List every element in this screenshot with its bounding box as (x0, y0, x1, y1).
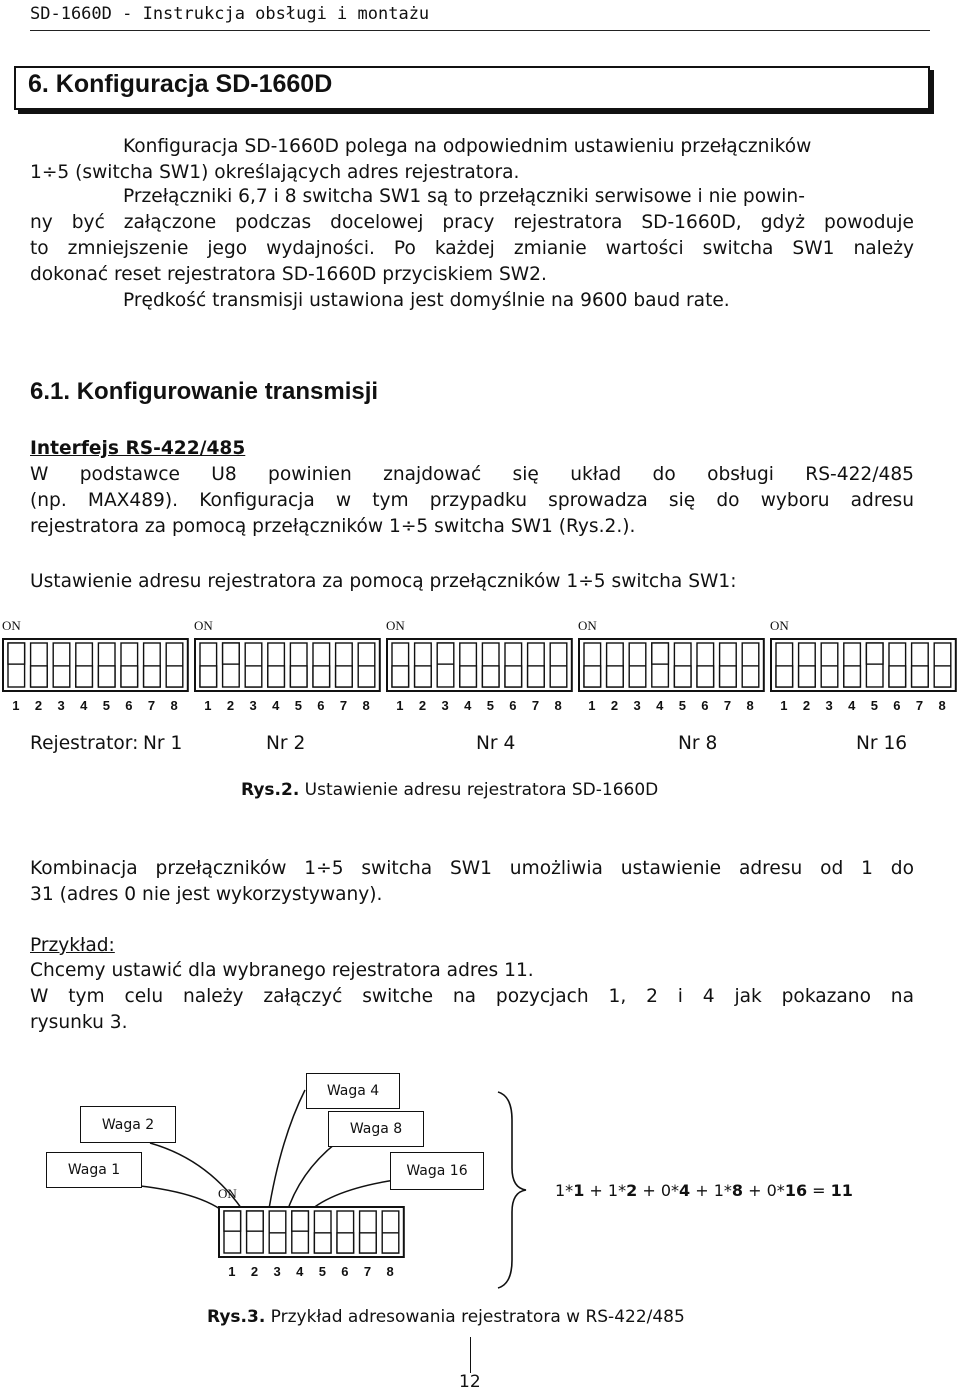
dip-switch-body (386, 638, 573, 692)
curly-brace (498, 1092, 526, 1288)
switch-number-3: 3 (633, 698, 641, 713)
subsection-title: 6.1. Konfigurowanie transmisji (30, 378, 379, 405)
formula-part-5: + 0* (743, 1181, 785, 1200)
switch-lever-3-off (629, 666, 646, 687)
example-line-2: W tym celu należy załączyć switche na pozycjach 1, 2 i 4 jak pokazano na (30, 986, 914, 1007)
dip-switch-body (2, 638, 189, 692)
switch-number-8: 8 (362, 698, 370, 713)
label-waga-8: Waga 8 (328, 1111, 424, 1147)
formula-result: 11 (830, 1181, 853, 1200)
switch-lever-4-off (844, 666, 861, 687)
dip-switch-body (218, 1206, 405, 1258)
interface-line-3: rejestratora za pomocą przełączników 1÷5 switcha SW1 (Rys.2.). (30, 516, 636, 537)
switch-lever-7-off (720, 666, 737, 687)
group-label-1: Nr 1 (143, 733, 183, 754)
switch-lever-3-off (53, 666, 70, 687)
switch-lever-2-off (415, 666, 432, 687)
document-header: SD-1660D - Instrukcja obsługi i montażu (30, 4, 430, 24)
example-line-1: Chcemy ustawić dla wybranego rejestratora adres 11. (30, 960, 534, 981)
switch-lever-8-off (382, 1233, 399, 1253)
interface-line-1: W podstawce U8 powinien znajdować się układ do obsługi RS-422/485 (30, 464, 914, 485)
switch-lever-5-off (674, 666, 691, 687)
switch-number-7: 7 (531, 698, 540, 713)
switch-lever-5-off (314, 1233, 331, 1253)
label-waga-4: Waga 4 (306, 1073, 400, 1109)
switch-lever-3-off (269, 1233, 286, 1253)
group-label-2: Nr 2 (266, 733, 306, 754)
switch-number-3: 3 (57, 698, 65, 713)
switch-number-1: 1 (228, 1264, 236, 1279)
switch-lever-5-off (482, 666, 499, 687)
switch-lever-6-off (505, 666, 522, 687)
switch-number-6: 6 (341, 1264, 349, 1279)
switch-lever-7-off (336, 666, 353, 687)
formula-bold-4: 4 (679, 1181, 691, 1200)
group-label-3: Nr 4 (476, 733, 516, 754)
switch-lever-6-off (889, 666, 906, 687)
label-waga-1: Waga 1 (46, 1152, 142, 1188)
switch-lever-1-off (392, 666, 409, 687)
switch-on-label: ON (770, 618, 789, 633)
switch-number-8: 8 (554, 698, 562, 713)
formula-bold-8: 8 (731, 1181, 744, 1200)
formula-bold-16: 16 (784, 1181, 808, 1200)
switch-number-5: 5 (294, 698, 302, 713)
formula-part-3: + 0* (637, 1181, 679, 1200)
intro-line-3: Przełączniki 6,7 i 8 switcha SW1 są to przełączniki serwisowe i nie powin- (123, 186, 805, 207)
formula-bold-1: 1 (573, 1181, 585, 1200)
figure-2-caption (241, 780, 658, 800)
switch-number-3: 3 (441, 698, 449, 713)
switch-lever-7-off (528, 666, 545, 687)
switch-number-1: 1 (396, 698, 404, 713)
switch-lever-8-off (550, 666, 567, 687)
switch-number-6: 6 (701, 698, 709, 713)
switch-number-4: 4 (848, 698, 856, 713)
switch-lever-4-off (76, 666, 93, 687)
switch-lever-5-on (866, 643, 883, 664)
formula-part-4: + 1* (690, 1181, 732, 1200)
switch-lever-1-off (776, 666, 793, 687)
switch-lever-4-on (652, 643, 669, 664)
intro-line-2: 1÷5 (switcha SW1) określających adres rejestratora. (30, 162, 520, 183)
intro-line-4: ny być załączone podczas docelowej pracy rejestratora SD-1660D, gdyż powoduje (30, 212, 914, 233)
switch-lever-7-off (360, 1233, 377, 1253)
switch-number-4: 4 (80, 698, 88, 713)
switch-lever-6-off (697, 666, 714, 687)
switch-lever-6-off (337, 1233, 354, 1253)
figure-2-caption-text: Ustawienie adresu rejestratora SD-1660D (299, 780, 659, 800)
switch-number-7: 7 (723, 698, 732, 713)
switch-on-label: ON (218, 1186, 237, 1201)
intro-line-1: Konfiguracja SD-1660D polega na odpowiednim ustawieniu przełączników (123, 136, 812, 157)
switch-number-8: 8 (170, 698, 178, 713)
switch-lever-2-off (31, 666, 48, 687)
switch-number-5: 5 (870, 698, 878, 713)
switch-lever-1-on (8, 643, 25, 664)
connector-waga-2 (150, 1143, 246, 1215)
intro-line-6: dokonać reset rejestratora SD-1660D przyciskiem SW2. (30, 264, 547, 285)
switch-lever-8-off (358, 666, 375, 687)
switch-number-1: 1 (12, 698, 20, 713)
formula-part-6: = (807, 1181, 831, 1200)
switch-number-3: 3 (273, 1264, 281, 1279)
footer-rule (470, 1337, 471, 1373)
connector-waga-8 (286, 1140, 340, 1215)
switch-lever-7-off (144, 666, 161, 687)
switch-lever-3-off (245, 666, 262, 687)
switch-number-4: 4 (296, 1264, 304, 1279)
combination-line-2: 31 (adres 0 nie jest wykorzystywany). (30, 884, 383, 905)
switch-number-2: 2 (250, 1264, 259, 1279)
dip-switch-body (770, 638, 957, 692)
figure-2-caption-number: Rys.2. (241, 780, 300, 800)
switch-number-5: 5 (102, 698, 110, 713)
switch-on-label: ON (194, 618, 213, 633)
switch-lever-6-off (121, 666, 138, 687)
switch-number-2: 2 (418, 698, 427, 713)
switch-number-5: 5 (318, 1264, 326, 1279)
switch-lever-6-off (313, 666, 330, 687)
label-waga-2: Waga 2 (80, 1106, 176, 1143)
switch-lever-8-off (742, 666, 759, 687)
switch-lever-7-off (912, 666, 929, 687)
section-title: 6. Konfiguracja SD-1660D (28, 70, 333, 98)
switch-lever-2-off (799, 666, 816, 687)
example-line-3: rysunku 3. (30, 1012, 128, 1033)
switch-number-4: 4 (272, 698, 280, 713)
switch-lever-5-off (290, 666, 307, 687)
switch-number-7: 7 (147, 698, 156, 713)
group-label-4: Nr 8 (678, 733, 718, 754)
switch-lever-4-off (268, 666, 285, 687)
switch-number-6: 6 (893, 698, 901, 713)
figure-3-caption (207, 1307, 685, 1327)
label-waga-16: Waga 16 (390, 1152, 484, 1190)
formula-part-1: 1* (555, 1181, 574, 1200)
switch-number-8: 8 (938, 698, 946, 713)
combination-line-1: Kombinacja przełączników 1÷5 switcha SW1 umożliwia ustawienie adresu od 1 do (30, 858, 914, 879)
interface-line-2: (np. MAX489). Konfiguracja w tym przypadku sprowadza się do wyboru adresu (30, 490, 914, 511)
switch-number-7: 7 (363, 1264, 372, 1279)
switch-lever-1-on (224, 1211, 241, 1231)
figure-3-caption-number: Rys.3. (207, 1307, 266, 1327)
switch-lever-2-on (247, 1211, 264, 1231)
group-label-5: Nr 16 (856, 733, 908, 754)
switch-number-2: 2 (802, 698, 811, 713)
switch-number-4: 4 (656, 698, 664, 713)
switch-number-6: 6 (317, 698, 325, 713)
switch-number-1: 1 (588, 698, 596, 713)
switch-number-3: 3 (249, 698, 257, 713)
switch-number-2: 2 (226, 698, 235, 713)
switch-number-1: 1 (780, 698, 788, 713)
switch-number-7: 7 (339, 698, 348, 713)
switch-number-4: 4 (464, 698, 472, 713)
switch-number-7: 7 (915, 698, 924, 713)
switch-number-5: 5 (678, 698, 686, 713)
formula-bold-2: 2 (626, 1181, 638, 1200)
switch-lever-3-on (437, 643, 454, 664)
switch-number-8: 8 (386, 1264, 394, 1279)
connector-waga-1 (120, 1184, 228, 1215)
dip-switch-body (578, 638, 765, 692)
address-intro: Ustawienie adresu rejestratora za pomocą przełączników 1÷5 switcha SW1: (30, 571, 737, 592)
figure-3-caption-text: Przykład adresowania rejestratora w RS-422/485 (265, 1307, 685, 1327)
switch-number-2: 2 (610, 698, 619, 713)
switch-number-2: 2 (34, 698, 43, 713)
dip-switch-body (194, 638, 381, 692)
switch-lever-5-off (98, 666, 115, 687)
formula-part-2: + 1* (584, 1181, 627, 1200)
switch-number-6: 6 (125, 698, 133, 713)
connector-waga-4 (268, 1090, 305, 1215)
switch-number-5: 5 (486, 698, 494, 713)
registrar-label: Rejestrator: (30, 733, 139, 754)
switch-number-1: 1 (204, 698, 212, 713)
switch-lever-4-off (460, 666, 477, 687)
switch-lever-8-off (166, 666, 183, 687)
switch-on-label: ON (2, 618, 21, 633)
switch-number-3: 3 (825, 698, 833, 713)
interface-heading: Interfejs RS-422/485 (30, 438, 246, 459)
intro-line-5: to zmniejszenie jego wydajności. Po każdej zmianie wartości switcha SW1 należy (30, 238, 914, 259)
switch-on-label: ON (578, 618, 597, 633)
switch-lever-8-off (934, 666, 951, 687)
header-rule (30, 30, 930, 31)
switch-lever-2-on (223, 643, 240, 664)
switch-on-label: ON (386, 618, 405, 633)
example-heading: Przykład: (30, 935, 115, 956)
switch-lever-4-on (292, 1211, 309, 1231)
switch-number-8: 8 (746, 698, 754, 713)
switch-lever-3-off (821, 666, 838, 687)
switch-lever-1-off (584, 666, 601, 687)
switch-lever-2-off (607, 666, 624, 687)
page-number: 12 (459, 1372, 481, 1392)
intro-line-7: Prędkość transmisji ustawiona jest domyślnie na 9600 baud rate. (123, 290, 730, 311)
switch-number-6: 6 (509, 698, 517, 713)
switch-lever-1-off (200, 666, 217, 687)
formula (555, 1178, 853, 1204)
